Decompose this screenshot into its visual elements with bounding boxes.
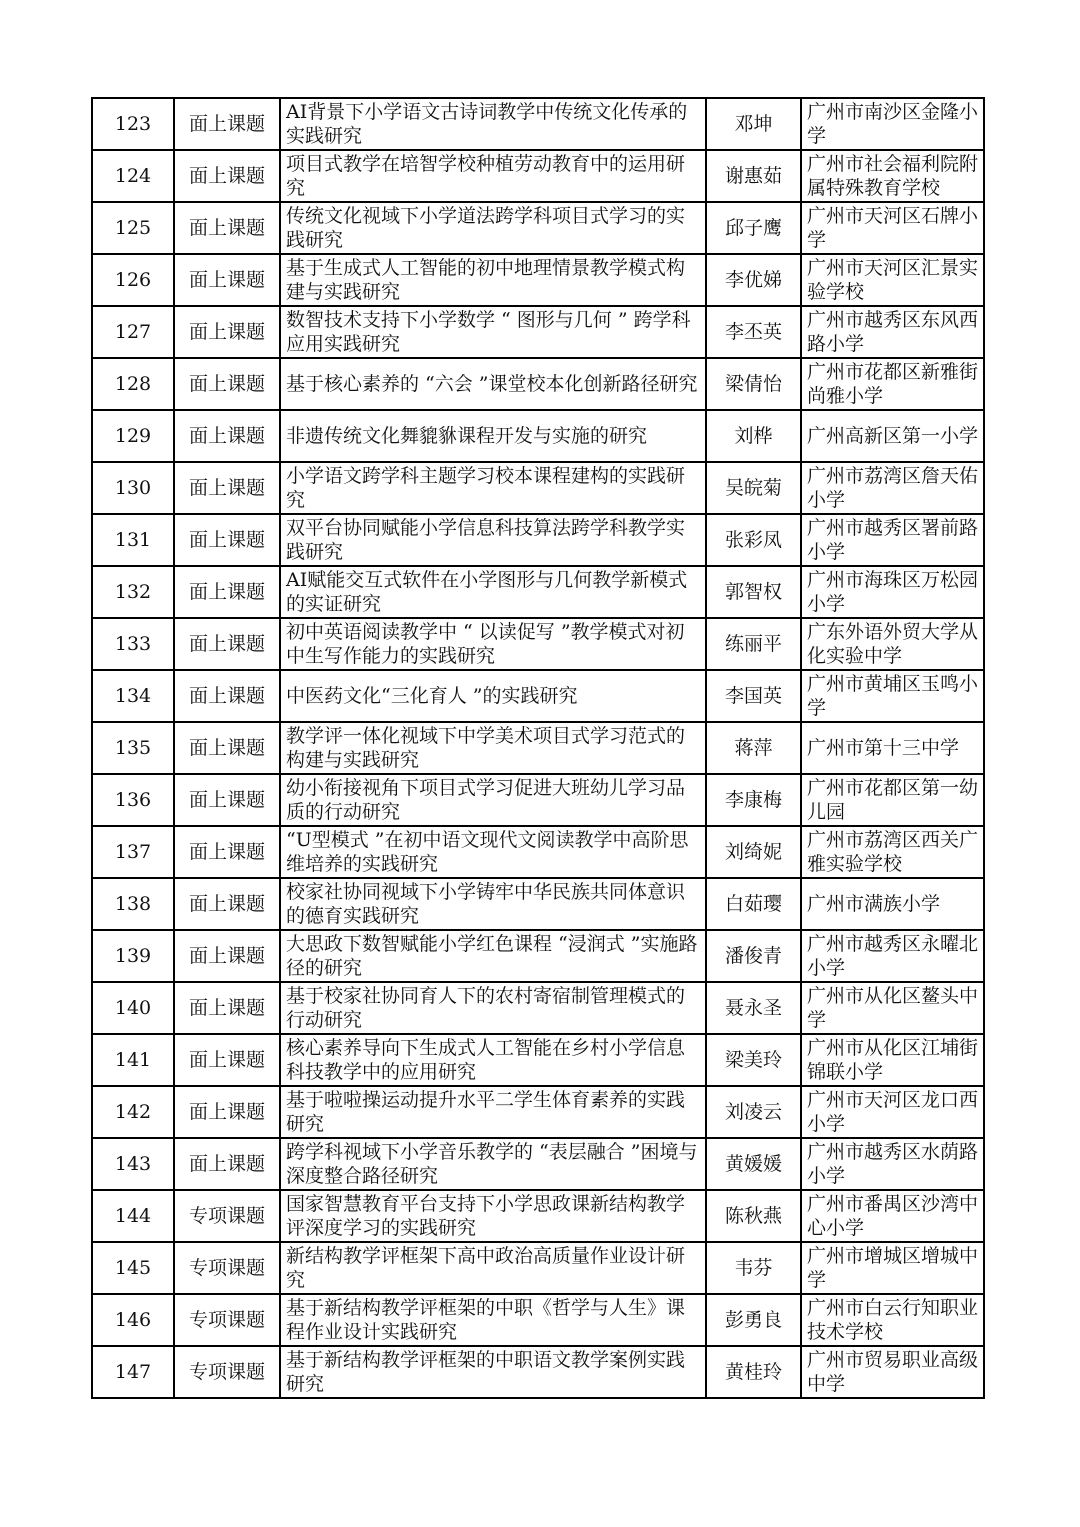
project-type: 面上课题 (188, 477, 265, 499)
row-number: 126 (114, 269, 152, 291)
row-number: 145 (114, 1257, 152, 1279)
project-leader-cell (706, 670, 801, 722)
row-number-cell (92, 254, 174, 306)
table-row (92, 98, 984, 150)
row-number-cell (92, 670, 174, 722)
project-type: 专项课题 (188, 1361, 265, 1383)
project-type-cell (174, 774, 280, 826)
table-row (92, 1190, 984, 1242)
project-type-cell (174, 1138, 280, 1190)
organization: 广州市从化区鳌头中学 (807, 985, 979, 1031)
project-type: 面上课题 (188, 113, 265, 135)
table-row (92, 462, 984, 514)
row-number-cell (92, 1086, 174, 1138)
table-row (92, 1034, 984, 1086)
project-type: 面上课题 (188, 321, 265, 343)
project-type-cell (174, 150, 280, 202)
row-number-cell (92, 306, 174, 358)
project-leader-cell (706, 930, 801, 982)
table-row (92, 306, 984, 358)
row-number-cell (92, 1034, 174, 1086)
organization-cell (801, 826, 984, 878)
row-number: 124 (114, 165, 152, 187)
project-title: 新结构教学评框架下高中政治高质量作业设计研究 (286, 1245, 686, 1291)
project-leader-cell (706, 1190, 801, 1242)
project-leader-cell (706, 618, 801, 670)
table-row (92, 1346, 984, 1398)
project-type: 面上课题 (188, 789, 265, 811)
row-number: 141 (114, 1049, 152, 1071)
project-leader-cell (706, 774, 801, 826)
project-leader: 刘绮妮 (724, 841, 782, 863)
project-leader: 白茹璎 (724, 893, 782, 915)
table-row (92, 722, 984, 774)
project-type: 面上课题 (188, 425, 265, 447)
project-leader-cell (706, 1034, 801, 1086)
organization-cell (801, 878, 984, 930)
project-leader: 黄桂玲 (724, 1361, 782, 1383)
project-title-cell (280, 410, 706, 462)
project-leader-cell (706, 1138, 801, 1190)
project-title-cell (280, 462, 706, 514)
organization: 广州市天河区汇景实验学校 (807, 257, 979, 303)
project-title-cell (280, 358, 706, 410)
project-leader: 聂永圣 (724, 997, 782, 1019)
row-number: 143 (114, 1153, 152, 1175)
row-number: 144 (114, 1205, 152, 1227)
organization: 广州市从化区江埔街锦联小学 (807, 1037, 979, 1083)
project-leader: 潘俊青 (724, 945, 782, 967)
project-leader: 陈秋燕 (724, 1205, 782, 1227)
project-type: 面上课题 (188, 269, 265, 291)
project-type-cell (174, 982, 280, 1034)
project-type: 面上课题 (188, 737, 265, 759)
row-number-cell (92, 566, 174, 618)
project-type: 专项课题 (188, 1205, 265, 1227)
project-title: 校家社协同视域下小学铸牢中华民族共同体意识的德育实践研究 (286, 881, 686, 927)
project-type: 面上课题 (188, 945, 265, 967)
project-leader: 梁倩怡 (724, 373, 782, 395)
project-table (91, 97, 985, 1399)
project-title: 初中英语阅读教学中 “ 以读促写 ”教学模式对初中生写作能力的实践研究 (286, 621, 685, 667)
organization-cell (801, 462, 984, 514)
organization: 广州市荔湾区西关广雅实验学校 (807, 829, 979, 875)
row-number-cell (92, 150, 174, 202)
organization: 广州市越秀区永曜北小学 (807, 933, 979, 979)
project-type-cell (174, 1294, 280, 1346)
organization-cell (801, 722, 984, 774)
project-leader-cell (706, 566, 801, 618)
organization: 广州市南沙区金隆小学 (807, 101, 979, 147)
project-type: 面上课题 (188, 1101, 265, 1123)
project-title-cell (280, 930, 706, 982)
organization: 广州市越秀区署前路小学 (807, 517, 979, 563)
project-title: 教学评一体化视域下中学美术项目式学习范式的构建与实践研究 (286, 725, 686, 771)
project-title-cell (280, 202, 706, 254)
project-leader-cell (706, 410, 801, 462)
project-leader: 梁美玲 (724, 1049, 782, 1071)
table-row (92, 670, 984, 722)
row-number-cell (92, 462, 174, 514)
organization-cell (801, 1034, 984, 1086)
project-type-cell (174, 566, 280, 618)
project-title-cell (280, 826, 706, 878)
project-title: “U型模式 ”在初中语文现代文阅读教学中高阶思维培养的实践研究 (286, 829, 689, 875)
table-row (92, 358, 984, 410)
organization-cell (801, 618, 984, 670)
organization: 广州市社会福利院附属特殊教育学校 (807, 153, 979, 199)
project-type-cell (174, 1346, 280, 1398)
project-type-cell (174, 358, 280, 410)
organization-cell (801, 254, 984, 306)
organization: 广州市花都区第一幼儿园 (807, 777, 979, 823)
project-type-cell (174, 930, 280, 982)
row-number-cell (92, 202, 174, 254)
project-type: 面上课题 (188, 841, 265, 863)
project-title: 传统文化视域下小学道法跨学科项目式学习的实践研究 (286, 205, 686, 251)
project-leader-cell (706, 826, 801, 878)
table-row (92, 566, 984, 618)
project-type-cell (174, 410, 280, 462)
row-number-cell (92, 1294, 174, 1346)
project-leader: 张彩凤 (724, 529, 782, 551)
project-type: 面上课题 (188, 997, 265, 1019)
project-leader-cell (706, 254, 801, 306)
organization-cell (801, 1242, 984, 1294)
project-title: 基于校家社协同育人下的农村寄宿制管理模式的行动研究 (286, 985, 686, 1031)
project-title-cell (280, 150, 706, 202)
project-type: 面上课题 (188, 1153, 265, 1175)
organization-cell (801, 1138, 984, 1190)
project-title: 基于新结构教学评框架的中职《哲学与人生》课程作业设计实践研究 (286, 1297, 686, 1343)
row-number-cell (92, 878, 174, 930)
project-type-cell (174, 670, 280, 722)
organization: 广州市越秀区水荫路小学 (807, 1141, 979, 1187)
row-number: 146 (114, 1309, 152, 1331)
project-leader-cell (706, 150, 801, 202)
row-number: 129 (114, 425, 152, 447)
project-type: 面上课题 (188, 581, 265, 603)
project-leader-cell (706, 462, 801, 514)
table-row (92, 930, 984, 982)
organization: 广州市越秀区东风西路小学 (807, 309, 979, 355)
project-title-cell (280, 566, 706, 618)
project-title-cell (280, 1086, 706, 1138)
row-number: 125 (114, 217, 152, 239)
project-leader-cell (706, 98, 801, 150)
project-title-cell (280, 254, 706, 306)
project-leader: 李丕英 (724, 321, 782, 343)
project-type-cell (174, 722, 280, 774)
project-title-cell (280, 670, 706, 722)
project-title: 数智技术支持下小学数学 “ 图形与几何 ” 跨学科应用实践研究 (286, 309, 691, 355)
table-row (92, 1138, 984, 1190)
organization-cell (801, 1346, 984, 1398)
row-number: 130 (114, 477, 152, 499)
row-number: 139 (114, 945, 152, 967)
project-leader: 邱子鹰 (724, 217, 782, 239)
project-leader-cell (706, 982, 801, 1034)
project-leader: 谢惠茹 (724, 165, 782, 187)
project-type: 面上课题 (188, 165, 265, 187)
project-type-cell (174, 878, 280, 930)
table-row (92, 254, 984, 306)
project-title: 项目式教学在培智学校种植劳动教育中的运用研究 (286, 153, 686, 199)
organization: 广东外语外贸大学从化实验中学 (807, 621, 979, 667)
project-leader: 韦芬 (734, 1257, 773, 1279)
table-row (92, 1242, 984, 1294)
organization: 广州市天河区龙口西小学 (807, 1089, 979, 1135)
row-number-cell (92, 774, 174, 826)
project-leader-cell (706, 514, 801, 566)
project-leader: 邓坤 (734, 113, 773, 135)
project-type: 面上课题 (188, 529, 265, 551)
table-row (92, 618, 984, 670)
organization-cell (801, 1294, 984, 1346)
table-row (92, 410, 984, 462)
project-leader: 刘桦 (734, 425, 773, 447)
organization-cell (801, 514, 984, 566)
row-number-cell (92, 826, 174, 878)
organization-cell (801, 358, 984, 410)
project-title: 基于啦啦操运动提升水平二学生体育素养的实践研究 (286, 1089, 686, 1135)
project-title-cell (280, 306, 706, 358)
project-type-cell (174, 98, 280, 150)
row-number-cell (92, 1138, 174, 1190)
project-type-cell (174, 1242, 280, 1294)
project-title: 核心素养导向下生成式人工智能在乡村小学信息科技教学中的应用研究 (286, 1037, 686, 1083)
project-type-cell (174, 1086, 280, 1138)
organization-cell (801, 410, 984, 462)
organization-cell (801, 202, 984, 254)
project-title: 小学语文跨学科主题学习校本课程建构的实践研究 (286, 465, 686, 511)
row-number-cell (92, 410, 174, 462)
row-number: 132 (114, 581, 152, 603)
row-number-cell (92, 514, 174, 566)
organization: 广州市白云行知职业技术学校 (807, 1297, 979, 1343)
project-type: 专项课题 (188, 1309, 265, 1331)
project-type-cell (174, 1190, 280, 1242)
project-title: 非遗传统文化舞貔貅课程开发与实施的研究 (286, 425, 648, 447)
project-leader: 蒋萍 (734, 737, 773, 759)
row-number: 137 (114, 841, 152, 863)
organization: 广州高新区第一小学 (807, 425, 979, 447)
project-title: AI背景下小学语文古诗词教学中传统文化传承的实践研究 (286, 101, 688, 147)
organization: 广州市花都区新雅街尚雅小学 (807, 361, 979, 407)
project-title: 大思政下数智赋能小学红色课程 “浸润式 ”实施路径的研究 (286, 933, 698, 979)
project-leader: 刘凌云 (724, 1101, 782, 1123)
table-row (92, 826, 984, 878)
row-number: 133 (114, 633, 152, 655)
organization: 广州市黄埔区玉鸣小学 (807, 673, 979, 719)
organization-cell (801, 774, 984, 826)
project-leader-cell (706, 1242, 801, 1294)
table-row (92, 1086, 984, 1138)
row-number: 131 (114, 529, 152, 551)
project-title: AI赋能交互式软件在小学图形与几何教学新模式的实证研究 (286, 569, 688, 615)
project-leader-cell (706, 358, 801, 410)
project-type-cell (174, 254, 280, 306)
project-title: 基于核心素养的 “六会 ”课堂校本化创新路径研究 (286, 373, 698, 395)
project-title: 幼小衔接视角下项目式学习促进大班幼儿学习品质的行动研究 (286, 777, 686, 823)
row-number: 147 (114, 1361, 152, 1383)
organization-cell (801, 98, 984, 150)
organization: 广州市增城区增城中学 (807, 1245, 979, 1291)
project-leader: 李优娣 (724, 269, 782, 291)
project-leader-cell (706, 1294, 801, 1346)
table-row (92, 878, 984, 930)
row-number: 128 (114, 373, 152, 395)
project-type: 面上课题 (188, 1049, 265, 1071)
organization: 广州市番禺区沙湾中心小学 (807, 1193, 979, 1239)
project-type: 专项课题 (188, 1257, 265, 1279)
project-type-cell (174, 306, 280, 358)
row-number-cell (92, 98, 174, 150)
organization-cell (801, 1086, 984, 1138)
row-number: 135 (114, 737, 152, 759)
row-number-cell (92, 982, 174, 1034)
project-title: 双平台协同赋能小学信息科技算法跨学科教学实践研究 (286, 517, 686, 563)
project-leader: 郭智权 (724, 581, 782, 603)
table-body (92, 98, 984, 1398)
project-title: 跨学科视域下小学音乐教学的 “表层融合 ”困境与深度整合路径研究 (286, 1141, 698, 1187)
row-number: 138 (114, 893, 152, 915)
organization-cell (801, 150, 984, 202)
organization-cell (801, 670, 984, 722)
project-type: 面上课题 (188, 217, 265, 239)
organization: 广州市满族小学 (807, 893, 941, 915)
project-title-cell (280, 774, 706, 826)
table-row (92, 150, 984, 202)
project-leader: 黄媛媛 (724, 1153, 782, 1175)
row-number: 134 (114, 685, 152, 707)
row-number: 127 (114, 321, 152, 343)
row-number-cell (92, 1190, 174, 1242)
project-leader-cell (706, 202, 801, 254)
project-title-cell (280, 722, 706, 774)
project-title: 中医药文化“三化育人 ”的实践研究 (286, 685, 578, 707)
row-number-cell (92, 1242, 174, 1294)
organization: 广州市贸易职业高级中学 (807, 1349, 979, 1395)
project-leader: 李康梅 (724, 789, 782, 811)
organization-cell (801, 930, 984, 982)
project-leader-cell (706, 1086, 801, 1138)
project-title: 基于新结构教学评框架的中职语文教学案例实践研究 (286, 1349, 686, 1395)
row-number: 142 (114, 1101, 152, 1123)
organization-cell (801, 1190, 984, 1242)
project-title: 基于生成式人工智能的初中地理情景教学模式构建与实践研究 (286, 257, 686, 303)
project-type: 面上课题 (188, 373, 265, 395)
project-title-cell (280, 878, 706, 930)
project-leader-cell (706, 878, 801, 930)
table-row (92, 1294, 984, 1346)
project-type-cell (174, 618, 280, 670)
project-leader: 李国英 (724, 685, 782, 707)
project-type-cell (174, 202, 280, 254)
project-title-cell (280, 982, 706, 1034)
project-type: 面上课题 (188, 685, 265, 707)
organization: 广州市第十三中学 (807, 737, 960, 759)
project-type: 面上课题 (188, 633, 265, 655)
row-number-cell (92, 618, 174, 670)
project-title-cell (280, 1190, 706, 1242)
project-title-cell (280, 1346, 706, 1398)
project-leader: 练丽平 (724, 633, 782, 655)
table-row (92, 514, 984, 566)
row-number: 123 (114, 113, 152, 135)
project-leader: 吴皖菊 (724, 477, 782, 499)
table-row (92, 774, 984, 826)
organization: 广州市海珠区万松园小学 (807, 569, 979, 615)
project-title-cell (280, 98, 706, 150)
table-row (92, 202, 984, 254)
row-number-cell (92, 722, 174, 774)
project-title-cell (280, 1294, 706, 1346)
project-leader-cell (706, 1346, 801, 1398)
organization: 广州市荔湾区詹天佑小学 (807, 465, 979, 511)
table-row (92, 982, 984, 1034)
organization-cell (801, 566, 984, 618)
project-title-cell (280, 618, 706, 670)
project-type-cell (174, 1034, 280, 1086)
row-number: 136 (114, 789, 152, 811)
project-title: 国家智慧教育平台支持下小学思政课新结构教学评深度学习的实践研究 (286, 1193, 686, 1239)
organization: 广州市天河区石牌小学 (807, 205, 979, 251)
project-type-cell (174, 514, 280, 566)
project-type-cell (174, 462, 280, 514)
row-number: 140 (114, 997, 152, 1019)
organization-cell (801, 306, 984, 358)
project-leader-cell (706, 722, 801, 774)
project-title-cell (280, 1138, 706, 1190)
project-leader: 彭勇良 (724, 1309, 782, 1331)
project-type: 面上课题 (188, 893, 265, 915)
project-title-cell (280, 514, 706, 566)
row-number-cell (92, 930, 174, 982)
project-title-cell (280, 1034, 706, 1086)
row-number-cell (92, 1346, 174, 1398)
project-type-cell (174, 826, 280, 878)
organization-cell (801, 982, 984, 1034)
project-leader-cell (706, 306, 801, 358)
project-title-cell (280, 1242, 706, 1294)
row-number-cell (92, 358, 174, 410)
